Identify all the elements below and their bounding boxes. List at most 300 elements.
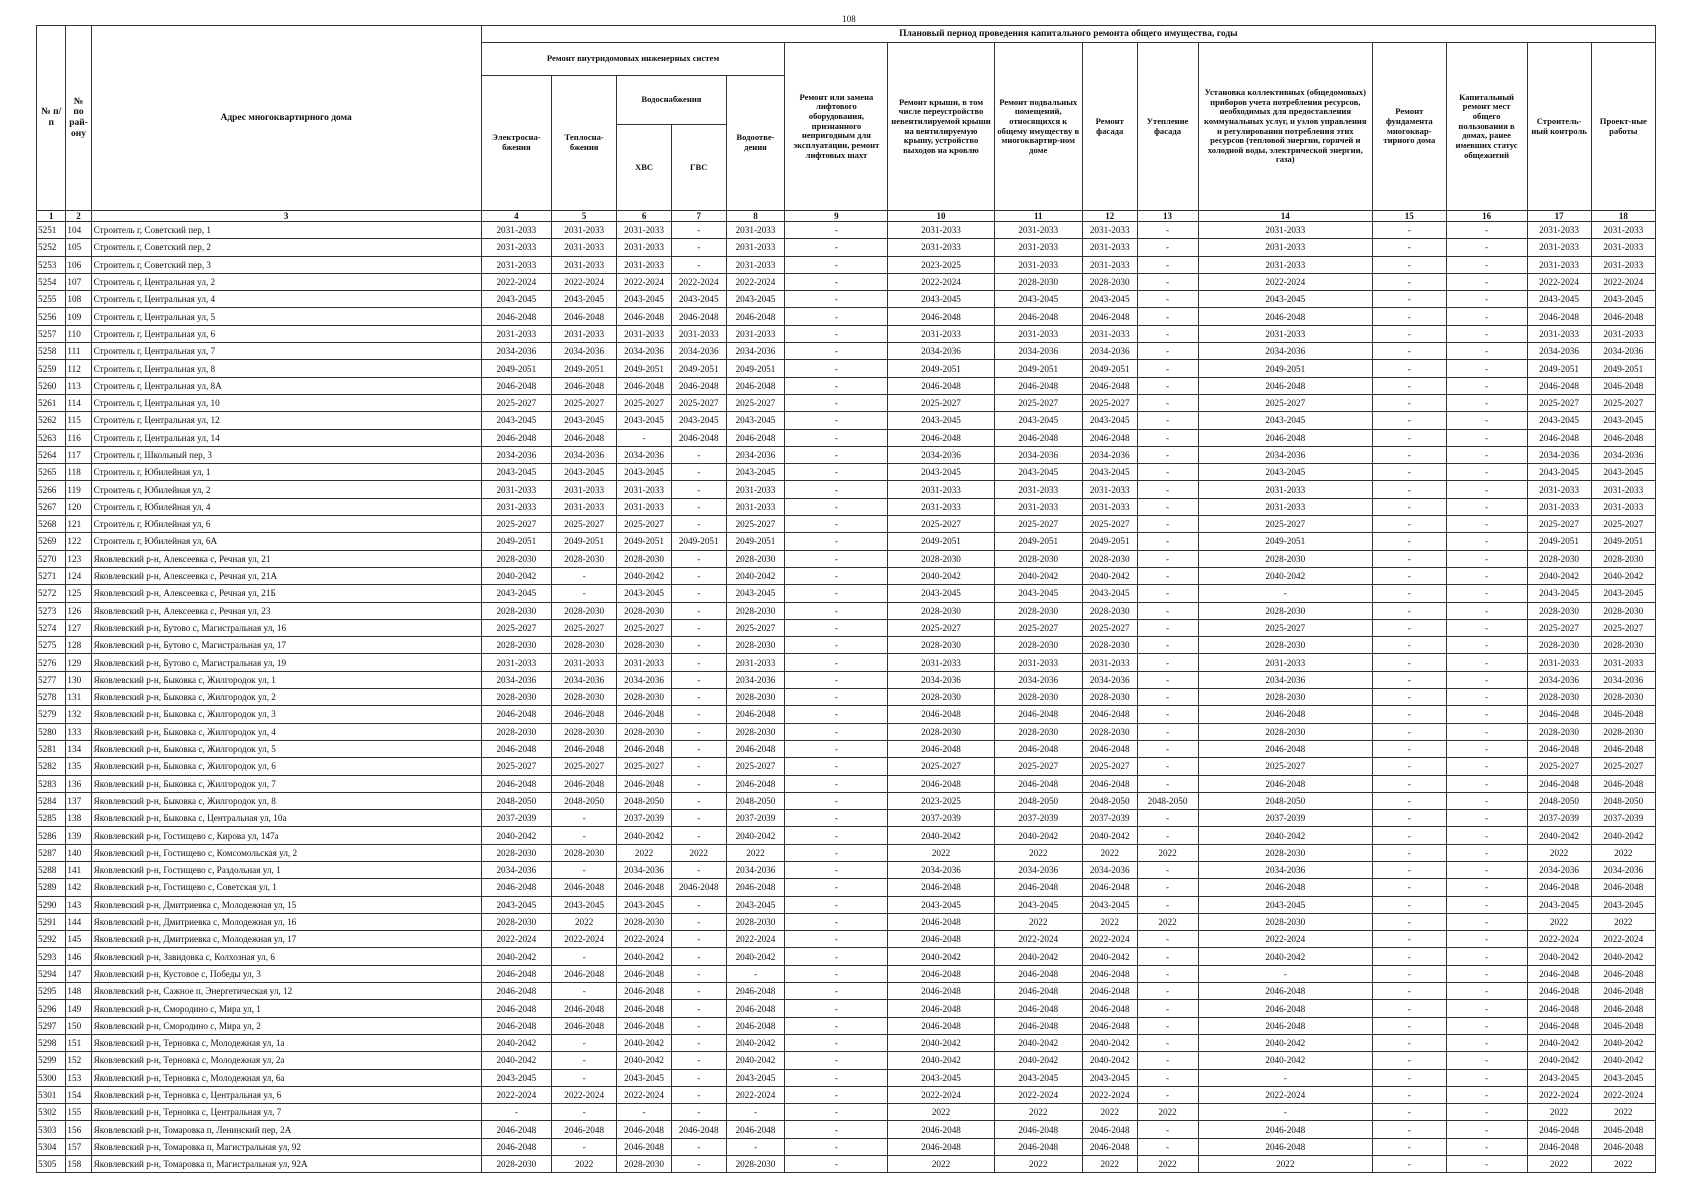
cell-row-id: 5297 — [37, 1017, 66, 1034]
cell-foundation: - — [1373, 550, 1447, 567]
cell-dormitory: - — [1446, 637, 1527, 654]
cell-basement: 2040-2042 — [994, 1052, 1082, 1069]
cell-heat: 2028-2030 — [552, 689, 617, 706]
table-row — [37, 896, 1656, 913]
cell-lift: - — [785, 533, 888, 550]
cell-insulation: - — [1137, 1138, 1198, 1155]
cell-dormitory: - — [1446, 377, 1527, 394]
cell-cold-water: 2046-2048 — [617, 879, 672, 896]
cell-design: 2040-2042 — [1591, 1034, 1655, 1051]
cell-meters: 2046-2048 — [1198, 1000, 1373, 1017]
cell-address: Строитель г, Юбилейная ул, 4 — [91, 498, 481, 515]
cell-district-num: 145 — [66, 931, 91, 948]
cell-lift: - — [785, 481, 888, 498]
cell-facade: 2022 — [1082, 844, 1137, 861]
cell-construction-control: 2046-2048 — [1527, 1138, 1591, 1155]
cell-drainage: 2049-2051 — [726, 360, 785, 377]
cell-district-num: 155 — [66, 1104, 91, 1121]
cell-electric: 2034-2036 — [481, 446, 551, 463]
cell-address: Яковлевский р-н, Алексеевка с, Речная ул, 23 — [91, 602, 481, 619]
cell-row-id: 5270 — [37, 550, 66, 567]
cell-electric: 2028-2030 — [481, 913, 551, 930]
cell-roof: 2025-2027 — [888, 758, 994, 775]
cell-basement: 2046-2048 — [994, 1000, 1082, 1017]
cell-lift: - — [785, 360, 888, 377]
cell-insulation: - — [1137, 394, 1198, 411]
cell-electric: 2022-2024 — [481, 273, 551, 290]
cell-design: 2046-2048 — [1591, 775, 1655, 792]
cell-district-num: 114 — [66, 394, 91, 411]
table-row — [37, 1104, 1656, 1121]
cell-insulation: 2022 — [1137, 1156, 1198, 1173]
cell-electric: 2028-2030 — [481, 602, 551, 619]
cell-design: 2046-2048 — [1591, 740, 1655, 757]
cell-insulation: - — [1137, 256, 1198, 273]
cell-dormitory: - — [1446, 516, 1527, 533]
cell-hot-water: - — [671, 775, 726, 792]
cell-hot-water: - — [671, 931, 726, 948]
cell-electric: - — [481, 1104, 551, 1121]
cell-lift: - — [785, 1156, 888, 1173]
cell-heat: 2049-2051 — [552, 360, 617, 377]
cell-electric: 2043-2045 — [481, 1069, 551, 1086]
cell-heat: - — [552, 861, 617, 878]
cell-insulation: - — [1137, 723, 1198, 740]
cell-design: 2025-2027 — [1591, 394, 1655, 411]
table-row — [37, 879, 1656, 896]
cell-design: 2043-2045 — [1591, 585, 1655, 602]
cell-row-id: 5302 — [37, 1104, 66, 1121]
cell-design: 2046-2048 — [1591, 983, 1655, 1000]
cell-roof: 2046-2048 — [888, 879, 994, 896]
cell-meters: 2049-2051 — [1198, 533, 1373, 550]
cell-hot-water: 2043-2045 — [671, 412, 726, 429]
cell-heat: 2046-2048 — [552, 1000, 617, 1017]
cell-construction-control: 2031-2033 — [1527, 654, 1591, 671]
cell-foundation: - — [1373, 377, 1447, 394]
cell-address: Строитель г, Центральная ул, 10 — [91, 394, 481, 411]
cell-address: Яковлевский р-н, Терновка с, Центральная ул, 6 — [91, 1086, 481, 1103]
cell-district-num: 147 — [66, 965, 91, 982]
cell-roof: 2031-2033 — [888, 481, 994, 498]
cell-heat: 2034-2036 — [552, 671, 617, 688]
header-address: Адрес многоквартирного дома — [91, 26, 481, 211]
cell-meters: 2046-2048 — [1198, 775, 1373, 792]
cell-address: Строитель г, Центральная ул, 14 — [91, 429, 481, 446]
cell-drainage: 2031-2033 — [726, 239, 785, 256]
cell-drainage: 2031-2033 — [726, 256, 785, 273]
cell-drainage: 2028-2030 — [726, 550, 785, 567]
cell-roof: 2034-2036 — [888, 861, 994, 878]
cell-basement: 2031-2033 — [994, 222, 1082, 239]
cell-electric: 2031-2033 — [481, 239, 551, 256]
cell-address: Яковлевский р-н, Быковка с, Жилгородок ул, 2 — [91, 689, 481, 706]
cell-address: Строитель г, Центральная ул, 4 — [91, 291, 481, 308]
cell-roof: 2046-2048 — [888, 965, 994, 982]
cell-roof: 2031-2033 — [888, 222, 994, 239]
table-row — [37, 308, 1656, 325]
cell-insulation: - — [1137, 550, 1198, 567]
table-row — [37, 1069, 1656, 1086]
cell-dormitory: - — [1446, 1121, 1527, 1138]
cell-cold-water: 2043-2045 — [617, 1069, 672, 1086]
cell-drainage: 2048-2050 — [726, 792, 785, 809]
cell-address: Строитель г, Центральная ул, 8 — [91, 360, 481, 377]
cell-basement: 2040-2042 — [994, 567, 1082, 584]
cell-dormitory: - — [1446, 810, 1527, 827]
cell-design: 2025-2027 — [1591, 516, 1655, 533]
cell-foundation: - — [1373, 533, 1447, 550]
cell-lift: - — [785, 931, 888, 948]
cell-address: Строитель г, Юбилейная ул, 6 — [91, 516, 481, 533]
cell-facade: 2022 — [1082, 1156, 1137, 1173]
cell-roof: 2046-2048 — [888, 775, 994, 792]
cell-meters: 2031-2033 — [1198, 239, 1373, 256]
cell-design: 2022 — [1591, 913, 1655, 930]
cell-row-id: 5291 — [37, 913, 66, 930]
cell-design: 2046-2048 — [1591, 879, 1655, 896]
cell-drainage: 2034-2036 — [726, 861, 785, 878]
cell-dormitory: - — [1446, 394, 1527, 411]
cell-cold-water: 2046-2048 — [617, 1017, 672, 1034]
cell-row-id: 5279 — [37, 706, 66, 723]
cell-insulation: 2022 — [1137, 844, 1198, 861]
cell-insulation: - — [1137, 654, 1198, 671]
cell-facade: 2031-2033 — [1082, 239, 1137, 256]
cell-address: Яковлевский р-н, Сажное п, Энергетическая ул, 12 — [91, 983, 481, 1000]
cell-design: 2034-2036 — [1591, 861, 1655, 878]
cell-row-id: 5257 — [37, 325, 66, 342]
cell-district-num: 116 — [66, 429, 91, 446]
cell-heat: 2046-2048 — [552, 706, 617, 723]
cell-roof: 2046-2048 — [888, 1017, 994, 1034]
cell-lift: - — [785, 429, 888, 446]
cell-lift: - — [785, 827, 888, 844]
header-drainage: Водоотве-дения — [726, 76, 785, 211]
cell-address: Яковлевский р-н, Смородино с, Мира ул, 1 — [91, 1000, 481, 1017]
cell-roof: 2046-2048 — [888, 706, 994, 723]
cell-district-num: 130 — [66, 671, 91, 688]
cell-insulation: - — [1137, 429, 1198, 446]
table-row — [37, 1121, 1656, 1138]
cell-foundation: - — [1373, 775, 1447, 792]
cell-row-id: 5268 — [37, 516, 66, 533]
cell-roof: 2043-2045 — [888, 291, 994, 308]
cell-lift: - — [785, 1121, 888, 1138]
cell-construction-control: 2031-2033 — [1527, 222, 1591, 239]
cell-lift: - — [785, 706, 888, 723]
cell-roof: 2046-2048 — [888, 913, 994, 930]
cell-heat: 2028-2030 — [552, 844, 617, 861]
cell-roof: 2028-2030 — [888, 689, 994, 706]
cell-heat: 2043-2045 — [552, 464, 617, 481]
cell-row-id: 5269 — [37, 533, 66, 550]
cell-lift: - — [785, 844, 888, 861]
cell-facade: 2034-2036 — [1082, 446, 1137, 463]
table-body — [37, 222, 1656, 1173]
cell-cold-water: 2040-2042 — [617, 827, 672, 844]
cell-design: 2043-2045 — [1591, 896, 1655, 913]
cell-address: Яковлевский р-н, Быковка с, Жилгородок ул, 6 — [91, 758, 481, 775]
cell-insulation: - — [1137, 446, 1198, 463]
cell-cold-water: 2049-2051 — [617, 360, 672, 377]
cell-heat: 2022 — [552, 913, 617, 930]
cell-electric: 2043-2045 — [481, 291, 551, 308]
header-np: № п/п — [37, 26, 66, 211]
cell-facade: 2043-2045 — [1082, 1069, 1137, 1086]
cell-cold-water: 2046-2048 — [617, 308, 672, 325]
table-row — [37, 671, 1656, 688]
cell-foundation: - — [1373, 1138, 1447, 1155]
cell-lift: - — [785, 602, 888, 619]
cell-drainage: 2028-2030 — [726, 689, 785, 706]
cell-design: 2028-2030 — [1591, 550, 1655, 567]
cell-design: 2031-2033 — [1591, 222, 1655, 239]
cell-district-num: 117 — [66, 446, 91, 463]
cell-address: Яковлевский р-н, Гостищево с, Раздольная ул, 1 — [91, 861, 481, 878]
cell-construction-control: 2031-2033 — [1527, 256, 1591, 273]
header-facade: Ремонт фасада — [1082, 43, 1137, 211]
cell-basement: 2037-2039 — [994, 810, 1082, 827]
cell-drainage: 2046-2048 — [726, 1017, 785, 1034]
cell-hot-water: - — [671, 602, 726, 619]
cell-design: 2034-2036 — [1591, 671, 1655, 688]
cell-construction-control: 2028-2030 — [1527, 723, 1591, 740]
cell-row-id: 5265 — [37, 464, 66, 481]
cell-insulation: - — [1137, 1069, 1198, 1086]
cell-insulation: - — [1137, 585, 1198, 602]
cell-address: Строитель г, Центральная ул, 2 — [91, 273, 481, 290]
cell-lift: - — [785, 325, 888, 342]
cell-cold-water: 2034-2036 — [617, 446, 672, 463]
cell-electric: 2025-2027 — [481, 394, 551, 411]
cell-insulation: 2022 — [1137, 913, 1198, 930]
cell-construction-control: 2046-2048 — [1527, 1121, 1591, 1138]
cell-meters: 2046-2048 — [1198, 740, 1373, 757]
cell-meters: 2028-2030 — [1198, 550, 1373, 567]
cell-cold-water: 2040-2042 — [617, 1034, 672, 1051]
cell-meters: 2048-2050 — [1198, 792, 1373, 809]
cell-roof: 2022 — [888, 1104, 994, 1121]
table-row — [37, 394, 1656, 411]
cell-insulation: - — [1137, 637, 1198, 654]
cell-electric: 2025-2027 — [481, 516, 551, 533]
cell-facade: 2025-2027 — [1082, 619, 1137, 636]
cell-district-num: 148 — [66, 983, 91, 1000]
cell-basement: 2040-2042 — [994, 948, 1082, 965]
cell-insulation: - — [1137, 758, 1198, 775]
table-row — [37, 412, 1656, 429]
cell-roof: 2022 — [888, 844, 994, 861]
cell-address: Яковлевский р-н, Алексеевка с, Речная ул, 21 — [91, 550, 481, 567]
cell-basement: 2046-2048 — [994, 740, 1082, 757]
cell-lift: - — [785, 758, 888, 775]
cell-district-num: 156 — [66, 1121, 91, 1138]
table-header — [37, 26, 1656, 222]
cell-row-id: 5271 — [37, 567, 66, 584]
cell-foundation: - — [1373, 222, 1447, 239]
cell-meters: 2040-2042 — [1198, 567, 1373, 584]
table-row — [37, 740, 1656, 757]
cell-basement: 2022-2024 — [994, 931, 1082, 948]
cell-insulation: - — [1137, 861, 1198, 878]
cell-insulation: - — [1137, 879, 1198, 896]
cell-foundation: - — [1373, 983, 1447, 1000]
cell-address: Яковлевский р-н, Быковка с, Жилгородок ул, 3 — [91, 706, 481, 723]
cell-row-id: 5267 — [37, 498, 66, 515]
cell-electric: 2043-2045 — [481, 464, 551, 481]
cell-row-id: 5274 — [37, 619, 66, 636]
cell-heat: 2025-2027 — [552, 758, 617, 775]
cell-foundation: - — [1373, 567, 1447, 584]
column-number: 15 — [1373, 211, 1447, 222]
cell-hot-water: 2046-2048 — [671, 879, 726, 896]
cell-dormitory: - — [1446, 291, 1527, 308]
cell-row-id: 5304 — [37, 1138, 66, 1155]
table-row — [37, 446, 1656, 463]
cell-design: 2049-2051 — [1591, 360, 1655, 377]
cell-hot-water: - — [671, 1069, 726, 1086]
cell-row-id: 5300 — [37, 1069, 66, 1086]
cell-row-id: 5305 — [37, 1156, 66, 1173]
cell-district-num: 111 — [66, 343, 91, 360]
cell-drainage: 2043-2045 — [726, 464, 785, 481]
cell-basement: 2028-2030 — [994, 723, 1082, 740]
cell-cold-water: 2046-2048 — [617, 965, 672, 982]
cell-construction-control: 2025-2027 — [1527, 758, 1591, 775]
cell-electric: 2022-2024 — [481, 931, 551, 948]
cell-cold-water: 2043-2045 — [617, 412, 672, 429]
cell-facade: 2028-2030 — [1082, 550, 1137, 567]
cell-address: Яковлевский р-н, Бутово с, Магистральная ул, 19 — [91, 654, 481, 671]
cell-drainage: - — [726, 1104, 785, 1121]
cell-construction-control: 2040-2042 — [1527, 1052, 1591, 1069]
table-row — [37, 792, 1656, 809]
cell-row-id: 5278 — [37, 689, 66, 706]
cell-electric: 2040-2042 — [481, 827, 551, 844]
cell-drainage: 2046-2048 — [726, 983, 785, 1000]
cell-drainage: 2043-2045 — [726, 291, 785, 308]
cell-basement: 2034-2036 — [994, 343, 1082, 360]
cell-heat: 2028-2030 — [552, 637, 617, 654]
cell-address: Строитель г, Центральная ул, 12 — [91, 412, 481, 429]
cell-hot-water: 2022 — [671, 844, 726, 861]
cell-foundation: - — [1373, 1104, 1447, 1121]
cell-roof: 2022 — [888, 1156, 994, 1173]
cell-foundation: - — [1373, 896, 1447, 913]
cell-drainage: 2046-2048 — [726, 1000, 785, 1017]
table-row — [37, 1138, 1656, 1155]
cell-foundation: - — [1373, 481, 1447, 498]
cell-district-num: 123 — [66, 550, 91, 567]
cell-cold-water: 2028-2030 — [617, 913, 672, 930]
cell-row-id: 5272 — [37, 585, 66, 602]
cell-cold-water: 2043-2045 — [617, 896, 672, 913]
cell-facade: 2046-2048 — [1082, 983, 1137, 1000]
header-period-title: Плановый период проведения капитального ремонта общего имущества, годы — [481, 26, 1655, 43]
table-row — [37, 567, 1656, 584]
cell-heat: 2034-2036 — [552, 343, 617, 360]
column-number: 2 — [66, 211, 91, 222]
column-number: 12 — [1082, 211, 1137, 222]
column-number: 8 — [726, 211, 785, 222]
column-number: 6 — [617, 211, 672, 222]
cell-insulation: - — [1137, 619, 1198, 636]
cell-drainage: 2046-2048 — [726, 429, 785, 446]
cell-design: 2049-2051 — [1591, 533, 1655, 550]
cell-basement: 2025-2027 — [994, 394, 1082, 411]
cell-basement: 2028-2030 — [994, 689, 1082, 706]
column-number: 18 — [1591, 211, 1655, 222]
column-number: 11 — [994, 211, 1082, 222]
cell-dormitory: - — [1446, 689, 1527, 706]
cell-hot-water: - — [671, 965, 726, 982]
cell-address: Яковлевский р-н, Дмитриевка с, Молодежная ул, 17 — [91, 931, 481, 948]
cell-basement: 2046-2048 — [994, 775, 1082, 792]
cell-meters: 2031-2033 — [1198, 325, 1373, 342]
cell-facade: 2031-2033 — [1082, 654, 1137, 671]
cell-address: Яковлевский р-н, Томаровка п, Магистральная ул, 92А — [91, 1156, 481, 1173]
cell-design: 2028-2030 — [1591, 602, 1655, 619]
cell-dormitory: - — [1446, 533, 1527, 550]
cell-district-num: 121 — [66, 516, 91, 533]
cell-construction-control: 2034-2036 — [1527, 446, 1591, 463]
cell-foundation: - — [1373, 861, 1447, 878]
cell-district-num: 127 — [66, 619, 91, 636]
table-row — [37, 775, 1656, 792]
cell-roof: 2040-2042 — [888, 1034, 994, 1051]
cell-heat: 2022 — [552, 1156, 617, 1173]
cell-drainage: 2022 — [726, 844, 785, 861]
cell-insulation: - — [1137, 948, 1198, 965]
cell-cold-water: 2028-2030 — [617, 1156, 672, 1173]
cell-heat: 2046-2048 — [552, 740, 617, 757]
cell-electric: 2049-2051 — [481, 360, 551, 377]
cell-row-id: 5273 — [37, 602, 66, 619]
cell-basement: 2022 — [994, 1156, 1082, 1173]
cell-electric: 2028-2030 — [481, 844, 551, 861]
cell-cold-water: 2022 — [617, 844, 672, 861]
cell-lift: - — [785, 913, 888, 930]
cell-roof: 2043-2045 — [888, 1069, 994, 1086]
cell-facade: 2046-2048 — [1082, 706, 1137, 723]
cell-basement: 2043-2045 — [994, 464, 1082, 481]
cell-hot-water: - — [671, 619, 726, 636]
cell-lift: - — [785, 1138, 888, 1155]
cell-hot-water: - — [671, 913, 726, 930]
cell-drainage: 2046-2048 — [726, 377, 785, 394]
table-row — [37, 585, 1656, 602]
cell-construction-control: 2028-2030 — [1527, 689, 1591, 706]
cell-row-id: 5261 — [37, 394, 66, 411]
cell-construction-control: 2031-2033 — [1527, 481, 1591, 498]
cell-foundation: - — [1373, 343, 1447, 360]
cell-foundation: - — [1373, 291, 1447, 308]
cell-roof: 2049-2051 — [888, 360, 994, 377]
cell-heat: 2043-2045 — [552, 896, 617, 913]
cell-electric: 2046-2048 — [481, 1000, 551, 1017]
cell-dormitory: - — [1446, 273, 1527, 290]
cell-electric: 2046-2048 — [481, 965, 551, 982]
cell-district-num: 158 — [66, 1156, 91, 1173]
header-district-num: № по рай-ону — [66, 26, 91, 211]
cell-district-num: 133 — [66, 723, 91, 740]
cell-foundation: - — [1373, 273, 1447, 290]
cell-design: 2040-2042 — [1591, 827, 1655, 844]
cell-hot-water: - — [671, 1104, 726, 1121]
cell-lift: - — [785, 619, 888, 636]
cell-address: Яковлевский р-н, Томаровка п, Ленинский пер, 2А — [91, 1121, 481, 1138]
